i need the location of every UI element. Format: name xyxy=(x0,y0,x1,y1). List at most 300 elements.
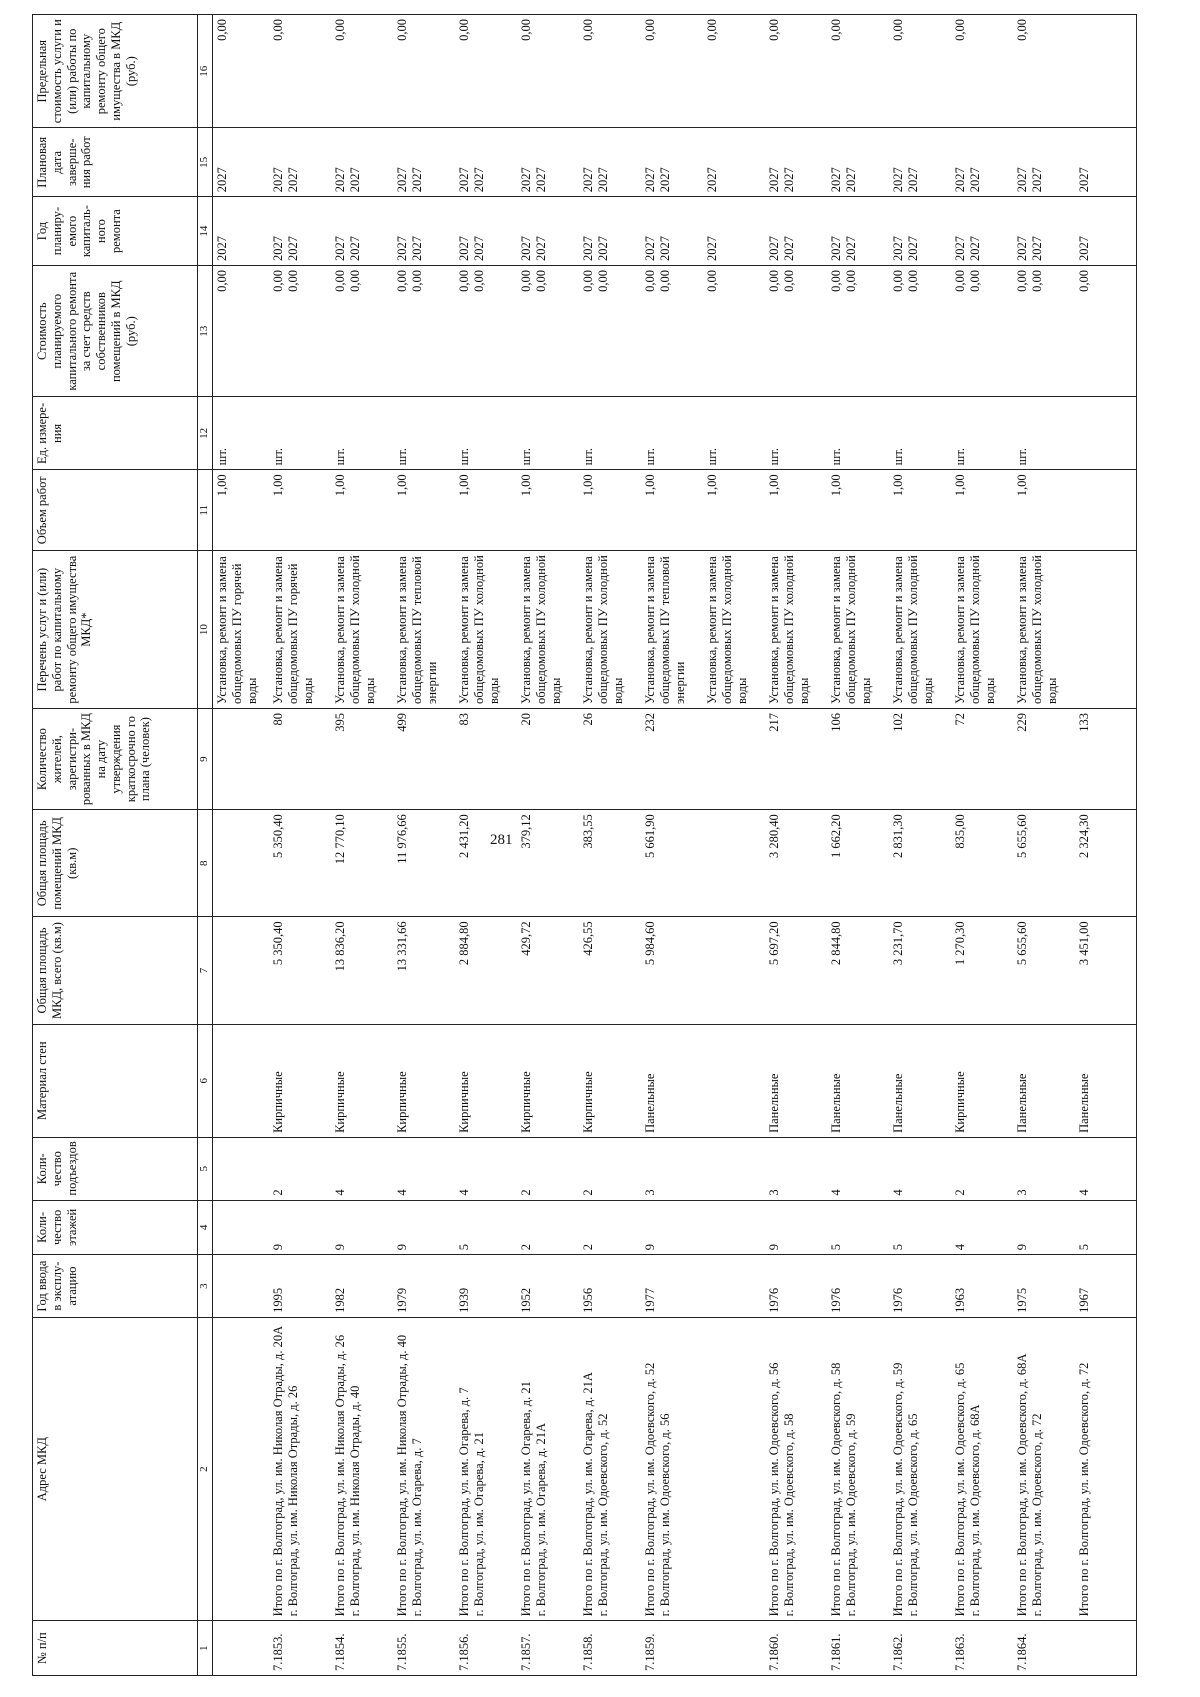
rooms-area-cell-text: 379,12 xyxy=(518,814,533,849)
cost-cell-text: 0,00 xyxy=(580,269,595,292)
volume-cell xyxy=(517,470,579,551)
volume-cell-text: 1,00 xyxy=(332,474,347,497)
total-area-cell xyxy=(579,917,641,1024)
works-cell xyxy=(331,551,393,709)
table-row xyxy=(889,15,951,1676)
residents-cell-text: 83 xyxy=(456,713,471,726)
residents-cell xyxy=(455,709,517,810)
cost-cell-text: 0,00 xyxy=(657,269,672,292)
wall-material-cell xyxy=(269,1024,331,1137)
row-number xyxy=(951,1621,1013,1676)
end-date-cell-text: 2027 xyxy=(1014,167,1029,193)
total-area-cell xyxy=(517,917,579,1024)
cost-cell-text: 0,00 xyxy=(270,269,285,292)
unit-cell-text: шт. xyxy=(952,448,967,466)
limit-cost-cell xyxy=(889,15,951,128)
volume-cell xyxy=(827,470,889,551)
year-cell xyxy=(1013,1255,1075,1318)
works-cell-text: Установка, ремонт и замена общедомовых ПУ холодной воды xyxy=(828,555,873,705)
entrances-cell-text: 4 xyxy=(394,1189,409,1196)
header-cell: № п/п xyxy=(33,1621,198,1676)
total-area-cell-text: 13 331,66 xyxy=(394,921,409,972)
row-number-text: 7.1854. xyxy=(332,1633,347,1671)
limit-cost-cell xyxy=(517,15,579,128)
end-date-cell-text: 2027 xyxy=(952,167,967,193)
header-cell: Стоимость планируемого капитального ремонта за счет средств собственников помещений в МКД (руб.) xyxy=(33,265,198,397)
limit-cost-cell xyxy=(213,15,269,128)
header-cell: Объем работ xyxy=(33,470,198,551)
residents-cell-text: 232 xyxy=(642,713,657,732)
plan-year-cell xyxy=(641,197,703,266)
rooms-area-cell xyxy=(269,810,331,917)
floors-cell xyxy=(889,1200,951,1255)
unit-cell-text: шт. xyxy=(394,448,409,466)
entrances-cell xyxy=(331,1137,393,1200)
works-cell-text: Установка, ремонт и замена общедомовых ПУ холодной воды xyxy=(332,555,377,705)
entrances-cell xyxy=(517,1137,579,1200)
works-cell-text: Установка, ремонт и замена общедомовых ПУ холодной воды xyxy=(766,555,811,705)
address-cell-text: Итого по г. Волгоград, ул. им. Одоевского, д. 72 xyxy=(1076,1362,1091,1617)
plan-year-cell-text: 2027 xyxy=(1014,235,1029,261)
rooms-area-cell xyxy=(951,810,1013,917)
volume-cell-text: 1,00 xyxy=(394,474,409,497)
rooms-area-cell-text: 383,55 xyxy=(580,814,595,849)
row-number xyxy=(213,1621,269,1676)
wall-material-cell xyxy=(889,1024,951,1137)
plan-year-cell xyxy=(393,197,455,266)
residents-cell xyxy=(213,709,269,810)
end-date-cell-text: 2027 xyxy=(518,167,533,193)
volume-cell-text: 1,00 xyxy=(704,474,719,497)
address-cell-text: г. Волгоград, ул. им. Одоевского, д. 52 xyxy=(595,1413,610,1617)
end-date-cell xyxy=(703,128,765,197)
wall-material-cell xyxy=(579,1024,641,1137)
wall-material-cell-text: Кирпичные xyxy=(456,1071,471,1133)
rooms-area-cell-text: 2 431,20 xyxy=(456,814,471,858)
unit-cell-text: шт. xyxy=(704,448,719,466)
column-number: 14 xyxy=(198,197,213,266)
table-row xyxy=(331,15,393,1676)
entrances-cell xyxy=(393,1137,455,1200)
floors-cell xyxy=(517,1200,579,1255)
row-number-text: 7.1857. xyxy=(518,1633,533,1671)
wall-material-cell-text: Панельные xyxy=(1076,1073,1091,1133)
year-cell xyxy=(269,1255,331,1318)
row-number-text: 7.1863. xyxy=(952,1633,967,1671)
unit-cell-text: шт. xyxy=(456,448,471,466)
wall-material-cell-text: Панельные xyxy=(1014,1073,1029,1133)
volume-cell xyxy=(703,470,765,551)
year-cell xyxy=(213,1255,269,1318)
year-cell-text: 1956 xyxy=(580,1287,595,1313)
wall-material-cell xyxy=(1075,1024,1137,1137)
row-number xyxy=(269,1621,331,1676)
column-number: 8 xyxy=(198,810,213,917)
unit-cell xyxy=(765,397,827,470)
limit-cost-cell xyxy=(951,15,1013,128)
volume-cell-text: 1,00 xyxy=(580,474,595,497)
residents-cell xyxy=(1075,709,1137,810)
plan-year-cell-text: 2027 xyxy=(642,235,657,261)
address-cell-text: г. Волгоград, ул. им. Николая Отрады, д. 26 xyxy=(285,1385,300,1617)
residents-cell xyxy=(579,709,641,810)
header-cell: Количество жителей, зарегистри-рованных в МКД на дату утверждения краткосрочно го плана (человек) xyxy=(33,709,198,810)
year-cell-text: 1952 xyxy=(518,1287,533,1313)
floors-cell-text: 2 xyxy=(518,1243,533,1251)
works-cell xyxy=(517,551,579,709)
limit-cost-cell-text: 0,00 xyxy=(952,19,967,41)
address-cell-text: Итого по г. Волгоград, ул. им. Николая Отрады, д. 26 xyxy=(332,1334,347,1617)
entrances-cell-text: 2 xyxy=(270,1189,285,1196)
floors-cell-text: 9 xyxy=(394,1243,409,1251)
end-date-cell-text: 2027 xyxy=(456,167,471,193)
cost-cell-text: 0,00 xyxy=(828,269,843,292)
works-cell xyxy=(213,551,269,709)
cost-cell-text: 0,00 xyxy=(704,269,719,292)
entrances-cell xyxy=(213,1137,269,1200)
limit-cost-cell-text: 0,00 xyxy=(394,19,409,41)
row-number-text: 7.1862. xyxy=(890,1633,905,1671)
wall-material-cell xyxy=(641,1024,703,1137)
end-date-cell-text: 2027 xyxy=(394,167,409,193)
plan-year-cell xyxy=(1013,197,1075,266)
table-row xyxy=(1075,15,1137,1676)
residents-cell xyxy=(331,709,393,810)
header-cell: Перечень услуг и (или) работ по капитальному ремонту общего имущества МКД* xyxy=(33,551,198,709)
year-cell-text: 1939 xyxy=(456,1287,471,1313)
total-area-cell-text: 5 697,20 xyxy=(766,921,781,966)
column-number: 7 xyxy=(198,917,213,1024)
address-cell xyxy=(579,1317,641,1620)
column-number: 4 xyxy=(198,1200,213,1255)
rooms-area-cell xyxy=(579,810,641,917)
floors-cell-text: 4 xyxy=(952,1243,967,1251)
row-number xyxy=(765,1621,827,1676)
unit-cell xyxy=(641,397,703,470)
column-number: 9 xyxy=(198,709,213,810)
wall-material-cell-text: Кирпичные xyxy=(394,1071,409,1133)
address-cell-text: Итого по г. Волгоград, ул. им. Одоевского, д. 52 xyxy=(642,1362,657,1617)
cost-cell-text: 0,00 xyxy=(952,269,967,292)
floors-cell xyxy=(1075,1200,1137,1255)
total-area-cell xyxy=(703,917,765,1024)
unit-cell-text: шт. xyxy=(580,448,595,466)
cost-cell-text: 0,00 xyxy=(890,269,905,292)
address-cell-text: г. Волгоград, ул. им. Огарева, д. 21 xyxy=(471,1431,486,1617)
volume-cell xyxy=(579,470,641,551)
floors-cell-text: 5 xyxy=(828,1243,843,1251)
unit-cell xyxy=(1013,397,1075,470)
capital-repair-register-table xyxy=(32,14,1137,1676)
year-cell xyxy=(827,1255,889,1318)
works-cell-text: Установка, ремонт и замена общедомовых ПУ холодной воды xyxy=(704,555,749,705)
limit-cost-cell xyxy=(579,15,641,128)
total-area-cell xyxy=(269,917,331,1024)
year-cell xyxy=(393,1255,455,1318)
wall-material-cell xyxy=(1013,1024,1075,1137)
address-cell xyxy=(455,1317,517,1620)
end-date-cell-text: 2027 xyxy=(905,167,920,193)
total-area-cell xyxy=(827,917,889,1024)
wall-material-cell-text: Кирпичные xyxy=(270,1071,285,1133)
year-cell xyxy=(1075,1255,1137,1318)
volume-cell-text: 1,00 xyxy=(766,474,781,497)
address-cell-text: г. Волгоград, ул. им. Николая Отрады, д. 40 xyxy=(347,1385,362,1617)
total-area-cell-text: 426,55 xyxy=(580,921,595,956)
total-area-cell xyxy=(393,917,455,1024)
address-cell-text: Итого по г. Волгоград, ул. им. Одоевского, д. 56 xyxy=(766,1362,781,1617)
limit-cost-cell xyxy=(331,15,393,128)
unit-cell-text: шт. xyxy=(270,448,285,466)
header-cell: Ед. измере-ния xyxy=(33,397,198,470)
row-number-text: 7.1858. xyxy=(580,1633,595,1671)
cost-cell-text: 0,00 xyxy=(1029,269,1044,292)
works-cell xyxy=(269,551,331,709)
end-date-cell xyxy=(1075,128,1137,197)
cost-cell-text: 0,00 xyxy=(1014,269,1029,292)
total-area-cell-text: 2 844,80 xyxy=(828,921,843,966)
cost-cell xyxy=(393,265,455,397)
row-number-text: 7.1856. xyxy=(456,1633,471,1671)
plan-year-cell-text: 2027 xyxy=(828,235,843,261)
works-cell xyxy=(393,551,455,709)
plan-year-cell-text: 2027 xyxy=(595,235,610,261)
address-cell-text: Итого по г. Волгоград, ул. им. Одоевского, д. 58 xyxy=(828,1362,843,1617)
end-date-cell-text: 2027 xyxy=(580,167,595,193)
wall-material-cell xyxy=(703,1024,765,1137)
plan-year-cell xyxy=(331,197,393,266)
year-cell-text: 1976 xyxy=(766,1287,781,1313)
residents-cell xyxy=(703,709,765,810)
volume-cell xyxy=(269,470,331,551)
end-date-cell-text: 2027 xyxy=(409,167,424,193)
limit-cost-cell-text: 0,00 xyxy=(580,19,595,41)
entrances-cell xyxy=(1013,1137,1075,1200)
cost-cell xyxy=(827,265,889,397)
cost-cell xyxy=(889,265,951,397)
column-number: 15 xyxy=(198,128,213,197)
end-date-cell xyxy=(269,128,331,197)
limit-cost-cell xyxy=(1075,15,1137,128)
rooms-area-cell-text: 5 350,40 xyxy=(270,814,285,858)
cost-cell xyxy=(1013,265,1075,397)
entrances-cell xyxy=(765,1137,827,1200)
plan-year-cell-text: 2027 xyxy=(456,235,471,261)
table-row xyxy=(393,15,455,1676)
volume-cell-text: 1,00 xyxy=(518,474,533,497)
end-date-cell-text: 2027 xyxy=(657,167,672,193)
rooms-area-cell-text: 5 655,60 xyxy=(1014,814,1029,858)
end-date-cell xyxy=(765,128,827,197)
floors-cell xyxy=(827,1200,889,1255)
plan-year-cell-text: 2027 xyxy=(766,235,781,261)
unit-cell xyxy=(889,397,951,470)
volume-cell xyxy=(1075,470,1137,551)
unit-cell xyxy=(213,397,269,470)
year-cell-text: 1979 xyxy=(394,1287,409,1313)
register-body xyxy=(213,15,1137,1676)
table-row xyxy=(951,15,1013,1676)
rooms-area-cell xyxy=(517,810,579,917)
rooms-area-cell xyxy=(827,810,889,917)
address-cell-text: г. Волгоград, ул. им. Одоевского, д. 59 xyxy=(843,1413,858,1617)
cost-cell xyxy=(517,265,579,397)
limit-cost-cell-text: 0,00 xyxy=(642,19,657,41)
unit-cell-text: шт. xyxy=(766,448,781,466)
row-number-text: 7.1861. xyxy=(828,1633,843,1671)
wall-material-cell-text: Панельные xyxy=(642,1073,657,1133)
unit-cell-text: шт. xyxy=(332,448,347,466)
column-number: 12 xyxy=(198,397,213,470)
end-date-cell-text: 2027 xyxy=(347,167,362,193)
works-cell xyxy=(703,551,765,709)
limit-cost-cell xyxy=(641,15,703,128)
wall-material-cell-text: Кирпичные xyxy=(580,1071,595,1133)
rooms-area-cell xyxy=(765,810,827,917)
row-number xyxy=(641,1621,703,1676)
row-number-text: 7.1864. xyxy=(1014,1633,1029,1671)
residents-cell-text: 395 xyxy=(332,713,347,732)
entrances-cell xyxy=(579,1137,641,1200)
cost-cell-text: 0,00 xyxy=(781,269,796,292)
limit-cost-cell xyxy=(393,15,455,128)
column-number: 10 xyxy=(198,551,213,709)
total-area-cell xyxy=(765,917,827,1024)
plan-year-cell-text: 2027 xyxy=(471,235,486,261)
works-cell-text: Установка, ремонт и замена общедомовых ПУ тепловой энергии xyxy=(394,556,439,705)
cost-cell xyxy=(765,265,827,397)
floors-cell xyxy=(703,1200,765,1255)
volume-cell-text: 1,00 xyxy=(828,474,843,497)
table-row xyxy=(1013,15,1075,1676)
row-number xyxy=(1013,1621,1075,1676)
residents-cell-text: 102 xyxy=(890,713,905,732)
address-cell xyxy=(765,1317,827,1620)
floors-cell xyxy=(455,1200,517,1255)
end-date-cell-text: 2027 xyxy=(704,167,719,193)
works-cell-text: Установка, ремонт и замена общедомовых ПУ холодной воды xyxy=(580,555,625,705)
cost-cell xyxy=(951,265,1013,397)
floors-cell-text: 2 xyxy=(580,1243,595,1251)
row-number xyxy=(579,1621,641,1676)
works-cell-text: Установка, ремонт и замена общедомовых ПУ холодной воды xyxy=(890,555,935,705)
row-number-text: 7.1859. xyxy=(642,1633,657,1671)
end-date-cell-text: 2027 xyxy=(215,167,229,193)
unit-cell-text: шт. xyxy=(890,448,905,466)
works-cell xyxy=(455,551,517,709)
row-number xyxy=(1075,1621,1137,1676)
limit-cost-cell-text: 0,00 xyxy=(456,19,471,41)
cost-cell xyxy=(1075,265,1137,397)
end-date-cell xyxy=(455,128,517,197)
unit-cell-text: шт. xyxy=(1014,448,1029,466)
works-cell-text: Установка, ремонт и замена общедомовых ПУ горячей воды xyxy=(270,556,315,705)
wall-material-cell-text: Кирпичные xyxy=(518,1071,533,1133)
rooms-area-cell xyxy=(213,810,269,917)
plan-year-cell xyxy=(703,197,765,266)
cost-cell xyxy=(269,265,331,397)
floors-cell-text: 9 xyxy=(1014,1243,1029,1251)
plan-year-cell xyxy=(269,197,331,266)
floors-cell-text: 9 xyxy=(766,1243,781,1251)
end-date-cell-text: 2027 xyxy=(828,167,843,193)
total-area-cell-text: 5 984,60 xyxy=(642,921,657,966)
limit-cost-cell-text: 0,00 xyxy=(518,19,533,41)
cost-cell-text: 0,00 xyxy=(409,269,424,292)
address-cell-text: Итого по г. Волгоград, ул. им. Николая Отрады, д. 40 xyxy=(394,1334,409,1617)
header-row xyxy=(33,15,198,1676)
entrances-cell-text: 3 xyxy=(766,1189,781,1196)
address-cell xyxy=(393,1317,455,1620)
plan-year-cell-text: 2027 xyxy=(905,235,920,261)
volume-cell xyxy=(455,470,517,551)
address-cell-text: Итого по г. Волгоград, ул. им. Николая Отрады, д. 20А xyxy=(270,1325,285,1617)
table-row xyxy=(579,15,641,1676)
cost-cell-text: 0,00 xyxy=(215,269,229,292)
plan-year-cell-text: 2027 xyxy=(285,235,300,261)
end-date-cell xyxy=(579,128,641,197)
limit-cost-cell-text: 0,00 xyxy=(1014,19,1029,41)
residents-cell xyxy=(269,709,331,810)
floors-cell xyxy=(579,1200,641,1255)
header-cell: Плановая дата заверше-ния работ xyxy=(33,128,198,197)
end-date-cell-text: 2027 xyxy=(890,167,905,193)
cost-cell-text: 0,00 xyxy=(642,269,657,292)
total-area-cell xyxy=(1013,917,1075,1024)
residents-cell xyxy=(889,709,951,810)
end-date-cell-text: 2027 xyxy=(967,167,982,193)
end-date-cell-text: 2027 xyxy=(533,167,548,193)
end-date-cell-text: 2027 xyxy=(642,167,657,193)
unit-cell-text: шт. xyxy=(828,448,843,466)
end-date-cell-text: 2027 xyxy=(595,167,610,193)
end-date-cell xyxy=(517,128,579,197)
wall-material-cell-text: Кирпичные xyxy=(332,1071,347,1133)
works-cell-text: Установка, ремонт и замена общедомовых ПУ тепловой энергии xyxy=(642,556,687,705)
table-row xyxy=(827,15,889,1676)
residents-cell xyxy=(517,709,579,810)
table-row xyxy=(213,15,269,1676)
unit-cell-text: шт. xyxy=(518,448,533,466)
entrances-cell-text: 2 xyxy=(518,1189,533,1196)
plan-year-cell-text: 2027 xyxy=(843,235,858,261)
row-number xyxy=(393,1621,455,1676)
rooms-area-cell xyxy=(703,810,765,917)
limit-cost-cell-text: 0,00 xyxy=(215,19,229,41)
year-cell xyxy=(765,1255,827,1318)
limit-cost-cell-text: 0,00 xyxy=(828,19,843,41)
entrances-cell xyxy=(889,1137,951,1200)
rooms-area-cell-text: 2 831,30 xyxy=(890,814,905,858)
row-number xyxy=(331,1621,393,1676)
end-date-cell-text: 2027 xyxy=(781,167,796,193)
plan-year-cell-text: 2027 xyxy=(518,235,533,261)
residents-cell-text: 72 xyxy=(952,713,967,726)
rotated-register-page xyxy=(32,0,1200,1676)
year-cell xyxy=(517,1255,579,1318)
wall-material-cell xyxy=(517,1024,579,1137)
limit-cost-cell xyxy=(703,15,765,128)
unit-cell xyxy=(703,397,765,470)
address-cell xyxy=(951,1317,1013,1620)
cost-cell-text: 0,00 xyxy=(905,269,920,292)
year-cell-text: 1976 xyxy=(828,1287,843,1313)
end-date-cell-text: 2027 xyxy=(766,167,781,193)
unit-cell-text: шт. xyxy=(642,448,657,466)
residents-cell-text: 133 xyxy=(1076,713,1091,732)
plan-year-cell xyxy=(827,197,889,266)
plan-year-cell xyxy=(1075,197,1137,266)
